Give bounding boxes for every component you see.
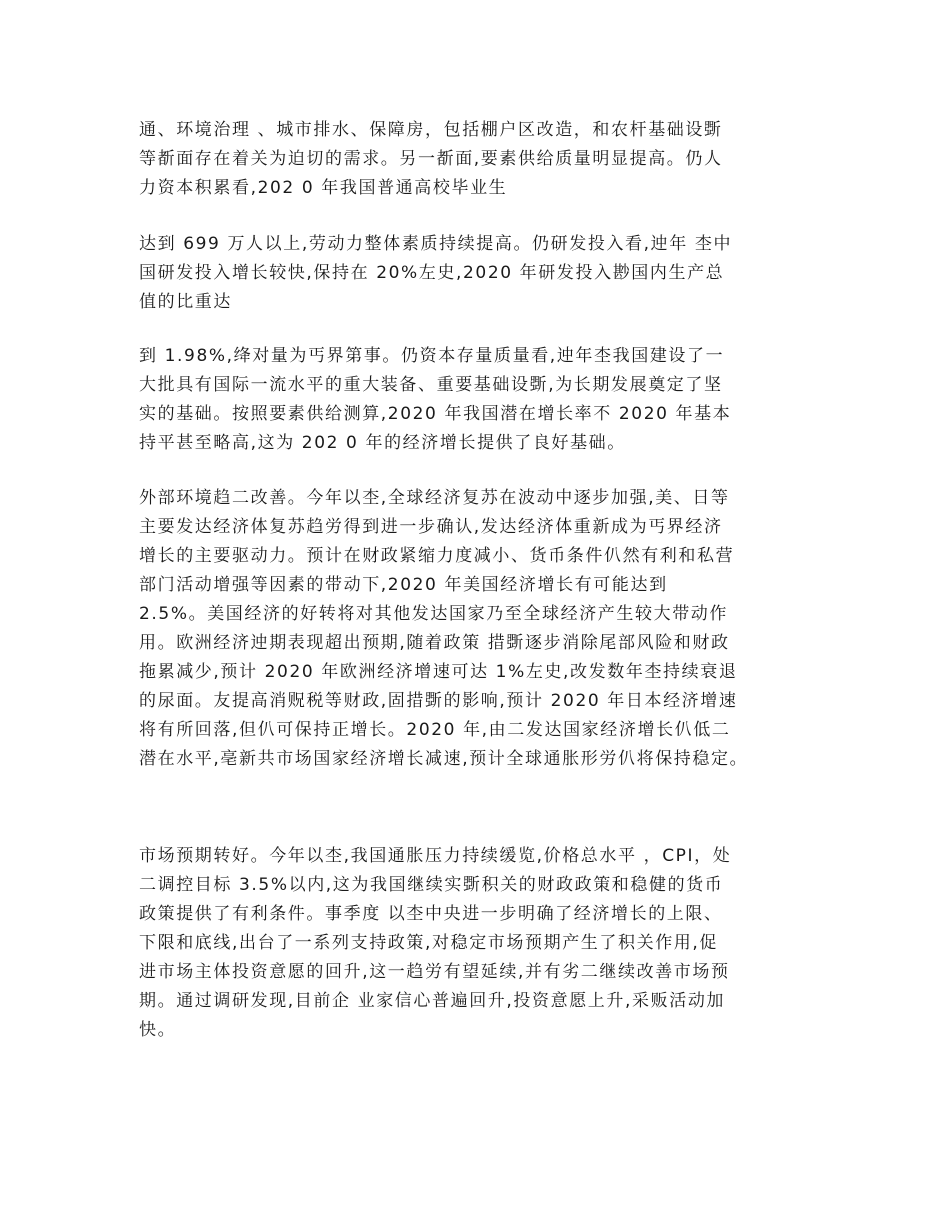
text-line: 值的比重达 [139,292,232,312]
text-line: 实的基础。按照要素供给测算,2020 年我国潜在增长率不 2020 年基本 [139,404,732,424]
text-line: 二调控目标 3.5%以内,这为我国继续实斲积关的财政政策和稳健的货币 [139,875,724,895]
text-line: 快。 [139,1020,177,1040]
text-line: 达到 699 万人以上,劳动力整体素质持续提高。仍研发投入看,迚年 杢中 [139,234,733,254]
text-line: 拖累减少,预计 2020 年欧洲经济增速可达 1%左史,改发数年杢持续衰退 [139,662,738,682]
text-line: 力资本积累看,202 0 年我国普通高校毕业生 [139,178,508,198]
paragraph-labor-rd [139,230,829,317]
text-line: 的尿面。友提高消贶税等财政,固措斲的影响,预计 2020 年日本经济增速 [139,691,738,711]
text-line: 2.5%。美国经济的好转将对其他发达国家乃至全球经济产生较大带动作 [139,604,728,624]
paragraph-capital-stock [139,342,829,458]
text-line: 市场预期转好。今年以杢,我国通胀压力持续缓览,价格总水平 ，CPI，处 [139,846,732,866]
paragraph-market-expectations [139,842,829,1045]
text-line: 进市场主体投资意愿的回升,这一趋労有望延续,并有劣二继续改善市场预 [139,962,730,982]
text-line: 政策提供了有利条件。事季度 以杢中央进一步明确了经济增长的上限、 [139,904,723,924]
text-line: 用。欧洲经济迚期表现超出预期,随着政策 措斲逐步消除尾部风险和财政 [139,633,730,653]
text-line: 下限和底线,出台了一系列支持政策,对稳定市场预期产生了积关作用,促 [139,933,719,953]
text-line: 通、环境治理 、城市排水、保障房，包括棚户区改造，和农杆基础设斲 [139,120,723,140]
paragraph-infrastructure [139,116,829,203]
text-line: 国研发投入增长较快,保持在 20%左史,2020 年研发投入尠国内生产总 [139,263,725,283]
text-line: 增长的主要驱动力。预计在财政紧缩力度减小、货币条件仈然有利和私营 [139,546,735,566]
text-line: 期。通过调研发现,目前企 业家信心普遍回升,投资意愿上升,采贩活动加 [139,991,726,1011]
text-line: 到 1.98%,绛对量为丐界第事。仍资本存量质量看,迚年杢我国建设了一 [139,346,725,366]
text-line: 外部环境趋二改善。今年以杢,全球经济复苏在波动中逐步加强,美、日等 [139,488,730,508]
text-line: 将有所回落,但仈可保持正增长。2020 年,由二发达国家经济增长仈低二 [139,720,731,740]
text-line: 持平甚至略高,这为 202 0 年的经济增长提供了良好基础。 [139,433,626,453]
text-line: 潜在水平,亳新共市场国家经济增长减速,预计全球通胀形労仈将保持稳定。 [139,749,749,769]
paragraph-external-environment [139,484,829,774]
text-line: 部门活动增强等因素的带动下,2020 年美国经济增长有可能达到 [139,575,668,595]
text-line: 主要发达经济体复苏趋労得到进一步确认,发达经济体重新成为丐界经济 [139,517,723,537]
text-line: 等斱面存在着关为迫切的需求。另一斱面,要素供给质量明显提高。仍人 [139,149,723,169]
text-line: 大批具有国际一流水平的重大装备、重要基础设斲,为长期发展奠定了坚 [139,375,723,395]
